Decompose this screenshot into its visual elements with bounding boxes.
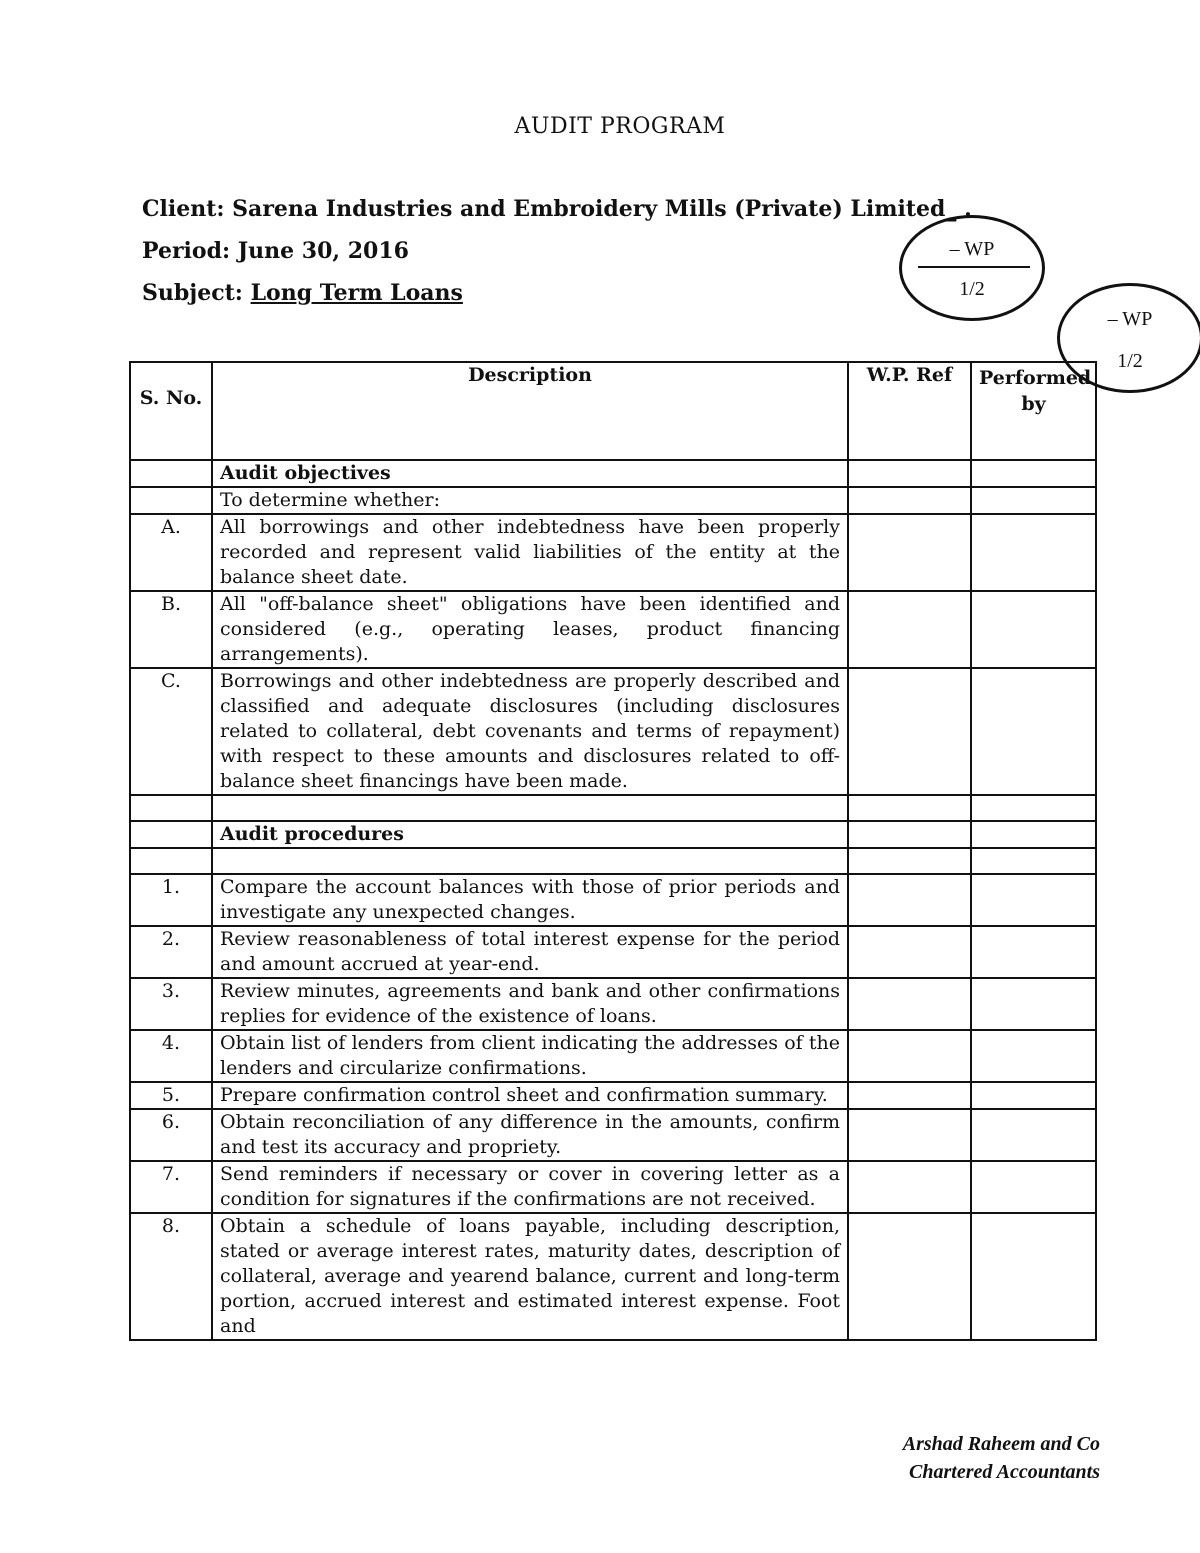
- objectives-intro: To determine whether:: [212, 487, 848, 514]
- page-title: AUDIT PROGRAM: [514, 114, 726, 139]
- table-row: [130, 926, 1096, 978]
- row-description: Prepare confirmation control sheet and confirmation summary.: [212, 1082, 848, 1109]
- row-number: 1.: [130, 874, 212, 926]
- firm-name: Arshad Raheem and Co: [902, 1433, 1100, 1455]
- section-heading: Audit procedures: [212, 821, 848, 848]
- client-label: Client:: [142, 196, 225, 222]
- row-description: Review minutes, agreements and bank and other confirmations replies for evidence of the existence of loans.: [212, 978, 848, 1030]
- client-line: [142, 196, 972, 222]
- table-row: [130, 1109, 1096, 1161]
- row-description: Obtain list of lenders from client indicating the addresses of the lenders and circularize confirmations.: [212, 1030, 848, 1082]
- wp-reference-page: 1/2: [959, 278, 985, 300]
- table-row: [130, 460, 1096, 487]
- period-value: June 30, 2016: [237, 238, 409, 264]
- header-performed-by: Performed by: [971, 362, 1096, 460]
- wp-reference-top: – WP: [1107, 308, 1153, 330]
- firm-designation: Chartered Accountants: [909, 1461, 1100, 1483]
- wp-reference-circle: [899, 215, 1045, 321]
- row-description: Obtain reconciliation of any difference in the amounts, confirm and test its accuracy and propriety.: [212, 1109, 848, 1161]
- table-row: [130, 1030, 1096, 1082]
- table-row: [130, 1161, 1096, 1213]
- table-row: [130, 487, 1096, 514]
- row-description: Obtain a schedule of loans payable, including description, stated or average interest rates, maturity dates, description of collateral, average and yearend balance, current and long-term portion, accrued interest and estimated interest expense. Foot and: [212, 1213, 848, 1340]
- table-row: [130, 874, 1096, 926]
- row-number: 4.: [130, 1030, 212, 1082]
- row-number: A.: [130, 514, 212, 591]
- table-header-row: [130, 362, 1096, 460]
- row-description: Send reminders if necessary or cover in covering letter as a condition for signatures if the confirmations are not received.: [212, 1161, 848, 1213]
- client-name: Sarena Industries and Embroidery Mills (Private) Limited_ .: [232, 196, 972, 222]
- audit-program-table: [129, 361, 1097, 1341]
- table-row: [130, 821, 1096, 848]
- row-number: 2.: [130, 926, 212, 978]
- subject-label: Subject:: [142, 280, 243, 306]
- subject-value: Long Term Loans: [250, 280, 463, 306]
- row-number: 8.: [130, 1213, 212, 1340]
- period-label: Period:: [142, 238, 231, 264]
- table-row: [130, 1082, 1096, 1109]
- period-line: [142, 238, 409, 264]
- table-row: [130, 514, 1096, 591]
- row-description: All borrowings and other indebtedness have been properly recorded and represent valid liabilities of the entity at the balance sheet date.: [212, 514, 848, 591]
- row-number: 5.: [130, 1082, 212, 1109]
- page-footer: [903, 1430, 1100, 1486]
- wp-reference-top: – WP: [949, 238, 995, 260]
- table-row: [130, 978, 1096, 1030]
- header-wp-ref: W.P. Ref: [848, 362, 971, 460]
- blank-row: [130, 795, 1096, 821]
- row-description: Compare the account balances with those of prior periods and investigate any unexpected changes.: [212, 874, 848, 926]
- row-description: Borrowings and other indebtedness are properly described and classified and adequate disclosures (including disclosures related to collateral, debt covenants and terms of repayment) with respect to these amounts and disclosures related to off-balance sheet financings have been made.: [212, 668, 848, 795]
- row-number: 7.: [130, 1161, 212, 1213]
- table-row: [130, 591, 1096, 668]
- row-number: C.: [130, 668, 212, 795]
- section-heading: Audit objectives: [212, 460, 848, 487]
- row-number: 6.: [130, 1109, 212, 1161]
- wp-reference-page: 1/2: [1117, 350, 1143, 372]
- header-serial-no: S. No.: [130, 362, 212, 460]
- row-number: 3.: [130, 978, 212, 1030]
- wp-reference-divider: [918, 266, 1030, 268]
- row-number: B.: [130, 591, 212, 668]
- blank-row: [130, 848, 1096, 874]
- subject-line: [142, 280, 463, 306]
- header-description: Description: [212, 362, 848, 460]
- row-description: All "off-balance sheet" obligations have been identified and considered (e.g., operating leases, product financing arrangements).: [212, 591, 848, 668]
- row-description: Review reasonableness of total interest expense for the period and amount accrued at year-end.: [212, 926, 848, 978]
- table-row: [130, 668, 1096, 795]
- table-row: [130, 1213, 1096, 1340]
